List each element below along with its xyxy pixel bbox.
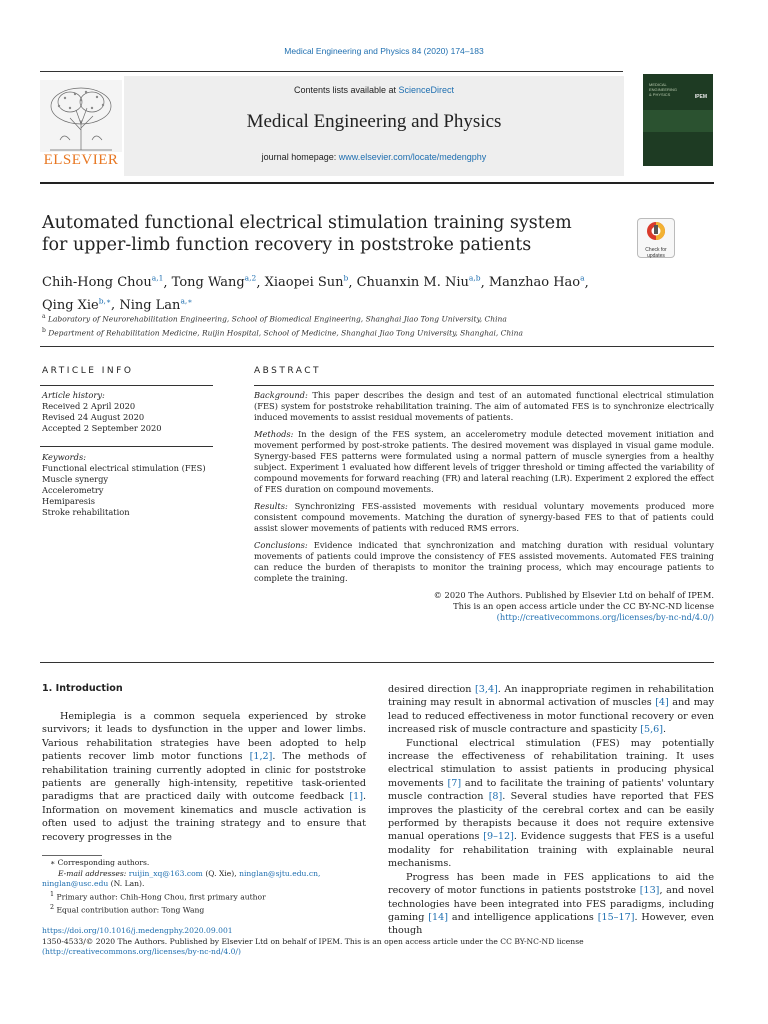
cover-badge: IPEM (694, 94, 707, 100)
email-link[interactable]: ninglan@sjtu.edu.cn, (239, 868, 321, 878)
citation-link[interactable]: [5,6] (640, 724, 664, 736)
check-updates-label: Check for updates (645, 247, 667, 259)
author[interactable]: Chuanxin M. Niu$^{a,b}$ (356, 274, 481, 291)
author[interactable]: Ning Lan$^{a,∗}$ (119, 296, 193, 313)
paragraph-text: Functional electrical stimulation (FES) may potentially increase the effectiveness of rehabilitation training. It uses electrical stimulation to assist patients in producing physical movements (388, 737, 714, 789)
article-info-heading: ARTICLE INFO (42, 366, 134, 376)
citation-link[interactable]: [13] (639, 885, 660, 897)
paragraph-text: and may lead to reduced effectiveness in motor functional recovery or even increased risk of muscle contracture and spasticity (388, 697, 714, 736)
footnote: $^1$ Primary author: Chih-Hong Chou, first primary author (50, 890, 266, 902)
paragraph-text: desired direction (388, 684, 476, 695)
footnote-rule (42, 855, 102, 856)
citation-link[interactable]: [15–17] (597, 911, 635, 923)
keyword: Functional electrical stimulation (FES) (42, 463, 206, 473)
abstract-methods: Methods: In the design of the FES system, an accelerometry module detected movement initiation and movement performed by post-stroke patients. The desired movement was displayed in visual game module. Synergy-based FES patterns were formulated using a normal pattern of muscle synergies from a healthy subject. Experiment 1 evaluated how different levels of trigger threshold or timing affected the variability of compound movements for forward reaching (FR) and lateral reaching (LR). Experiment 2 explored the effect of FES duration on compound movements. (254, 429, 714, 494)
paragraph-text: . Information on movement kinematics and muscle activation is often used to adjust the training strategy and to ensure that recovery progresses in the (42, 791, 366, 843)
author[interactable]: Qing Xie$^{b,∗}$ (42, 296, 112, 313)
introduction-left-column (42, 710, 366, 844)
citation-link[interactable]: [14] (428, 911, 448, 923)
citation-link[interactable]: [1] (349, 791, 363, 803)
author[interactable]: Tong Wang$^{a,2}$ (171, 274, 257, 291)
footnotes (42, 858, 366, 916)
author[interactable]: Manzhao Hao$^a$ (488, 274, 585, 291)
header-rule (40, 71, 623, 72)
affiliation: $^a$ Laboratory of Neurorehabilitation Engineering, School of Biomedical Engineering, Shanghai Jiao Tong University, China (42, 313, 507, 324)
email-link[interactable]: ninglan@usc.edu (42, 879, 109, 888)
introduction-heading: 1. Introduction (42, 683, 123, 694)
contents-line: Contents lists available at ScienceDirect (293, 85, 455, 95)
footnote: $^2$ Equal contribution author: Tong Wang (50, 903, 205, 915)
check-for-updates-button[interactable] (637, 218, 675, 258)
elsevier-logo[interactable] (40, 80, 122, 172)
author[interactable]: Xiaopei Sun$^b$ (264, 274, 349, 291)
author-list: Chih-Hong Chou$^{a,1}$, Tong Wang$^{a,2}$, Xiaopei Sun$^b$, Chuanxin M. Niu$^{a,b}$, Manzhao Hao$^a$, Qing Xie$^{b,∗}$, Ning Lan$^{a,∗}$ (42, 274, 589, 313)
citation-link[interactable]: [7] (447, 777, 462, 789)
email-note: E-mail addresses: ruijin_xq@163.com (Q. Xie), ninglan@sjtu.edu.cn, (58, 868, 321, 878)
abstract-rule (254, 385, 714, 386)
journal-banner (124, 76, 624, 176)
page-footer: https://doi.org/10.1016/j.medengphy.2020.09.001 1350-4533/© 2020 The Authors. Published by Elsevier Ltd on behalf of IPEM. This is an open access article under the CC BY-NC-ND license (http://creativecommons.org/licenses/by-nc-nd/4.0/) (42, 926, 714, 958)
paragraph-text: Hemiplegia is a common sequela experienced by stroke survivors; it leads to dysfunction in the upper and lower limbs. Various rehabilitation strategies have been adopted to help patients recover limb motor functions (42, 711, 366, 763)
abstract-conclusions: Conclusions: Evidence indicated that synchronization and matching duration with residual voluntary movements of patients could improve the consistency of FES assisted movements. Automated FES training can reduce the burden of therapists to monitor the training process, which may encourage patients to complete the training. (254, 540, 714, 583)
sciencedirect-link[interactable]: ScienceDirect (398, 85, 455, 95)
paragraph-text: and to facilitate the training of patients' voluntary muscle contraction (388, 777, 714, 803)
abstract-body (254, 390, 714, 623)
author[interactable]: Chih-Hong Chou$^{a,1}$ (42, 274, 164, 291)
citation-link[interactable]: [3,4] (475, 684, 498, 695)
journal-cover[interactable] (643, 74, 713, 166)
keyword: Accelerometry (42, 485, 104, 495)
homepage-line: journal homepage: www.elsevier.com/locate/medengphy (261, 152, 487, 162)
affiliations (42, 311, 682, 338)
banner-rule (40, 182, 714, 184)
elsevier-wordmark: ELSEVIER (43, 152, 119, 168)
paragraph-text: . (663, 724, 667, 736)
check-updates-icon (638, 219, 674, 243)
email-note-cont: ninglan@usc.edu (N. Lan). (42, 879, 145, 888)
license-link[interactable]: (http://creativecommons.org/licenses/by-nc-nd/4.0/) (496, 612, 714, 622)
article-info-rule (40, 385, 213, 386)
paragraph-text: . Several studies have reported that FES improves the plasticity of the cerebral cortex and can be easily performed by therapists because it does not require extensive manual operations (388, 791, 714, 843)
keyword: Stroke rehabilitation (42, 507, 130, 517)
paragraph-text: and intelligence applications (447, 911, 598, 923)
paragraph-text: . However, even though (388, 911, 714, 937)
keyword: Muscle synergy (42, 474, 109, 484)
paragraph-text: , and novel technologies have been integrated into FES paradigms, including gaming (388, 885, 714, 923)
introduction-right-column (388, 683, 714, 938)
citation-link[interactable]: [4] (655, 697, 669, 709)
intro-paragraph (388, 737, 714, 871)
abstract-heading: ABSTRACT (254, 366, 322, 376)
paragraph-text: . Evidence suggests that FES is a useful modality for rehabilitation training with explainable neural mechanisms. (388, 831, 714, 870)
abstract-copyright: © 2020 The Authors. Published by Elsevier Ltd on behalf of IPEM. This is an open access article under the CC BY-NC-ND license (http://creativecommons.org/licenses/by-nc-nd/4.0/) (254, 590, 714, 623)
journal-reference[interactable]: Medical Engineering and Physics 84 (2020) 174–183 (284, 46, 484, 56)
intro-paragraph (388, 683, 714, 737)
doi-link[interactable]: https://doi.org/10.1016/j.medengphy.2020.09.001 (42, 926, 233, 935)
keyword: Hemiparesis (42, 496, 95, 506)
abstract-bottom-rule (40, 662, 714, 663)
article-history: Article history: Received 2 April 2020 Revised 24 August 2020 Accepted 2 September 2020 (42, 390, 162, 433)
intro-paragraph (42, 710, 366, 844)
citation-link[interactable]: [9–12] (483, 831, 514, 843)
citation-link[interactable]: [8] (488, 791, 503, 803)
keywords-rule (40, 446, 213, 447)
abstract-results: Results: Synchronizing FES-assisted movements with residual voluntary movements produced more consistent compound movements. Matching the duration of synergy-based FES to that of patients could assist slower movements of patients with reduced RMS errors. (254, 501, 714, 533)
abstract-background: Background: This paper describes the design and test of an automated functional electrical stimulation (FES) system for poststroke rehabilitation training. The aim of automated FES is to synchronize electrically induced movements to assist residual movements of patients. (254, 390, 714, 422)
info-rule (40, 346, 714, 347)
paragraph-text: Progress has been made in FES applications to aid the recovery of motor functions in patients poststroke (388, 871, 714, 897)
citation-link[interactable]: [1,2] (249, 751, 273, 763)
footer-license-link[interactable]: (http://creativecommons.org/licenses/by-nc-nd/4.0/) (42, 947, 241, 956)
homepage-link[interactable]: www.elsevier.com/locate/medengphy (338, 152, 487, 162)
email-link[interactable]: ruijin_xq@163.com (128, 868, 203, 878)
corresponding-note: ∗ Corresponding authors. (50, 858, 150, 867)
affiliation: $^b$ Department of Rehabilitation Medicine, Ruijin Hospital, School of Medicine, Shanghai Jiao Tong University, Shanghai, China (42, 326, 523, 337)
paragraph-text: . The methods of rehabilitation training currently adopted in clinic for poststroke patients are generally high-intensity, repetitive task-oriented paradigms that are practiced daily with outcome feedback (42, 751, 366, 803)
paragraph-text: . An inappropriate regimen in rehabilitation training may result in abnormal activation of muscles (388, 684, 714, 709)
journal-name: Medical Engineering and Physics (246, 111, 502, 132)
article-title: Automated functional electrical stimulation training system for upper-limb function recovery in poststroke patients (42, 213, 572, 255)
keywords: Keywords: Functional electrical stimulation (FES) Muscle synergy Accelerometry Hemiparesis Stroke rehabilitation (42, 452, 214, 518)
cover-band (643, 110, 713, 132)
cover-title: MEDICAL ENGINEERING & PHYSICS (649, 82, 678, 97)
